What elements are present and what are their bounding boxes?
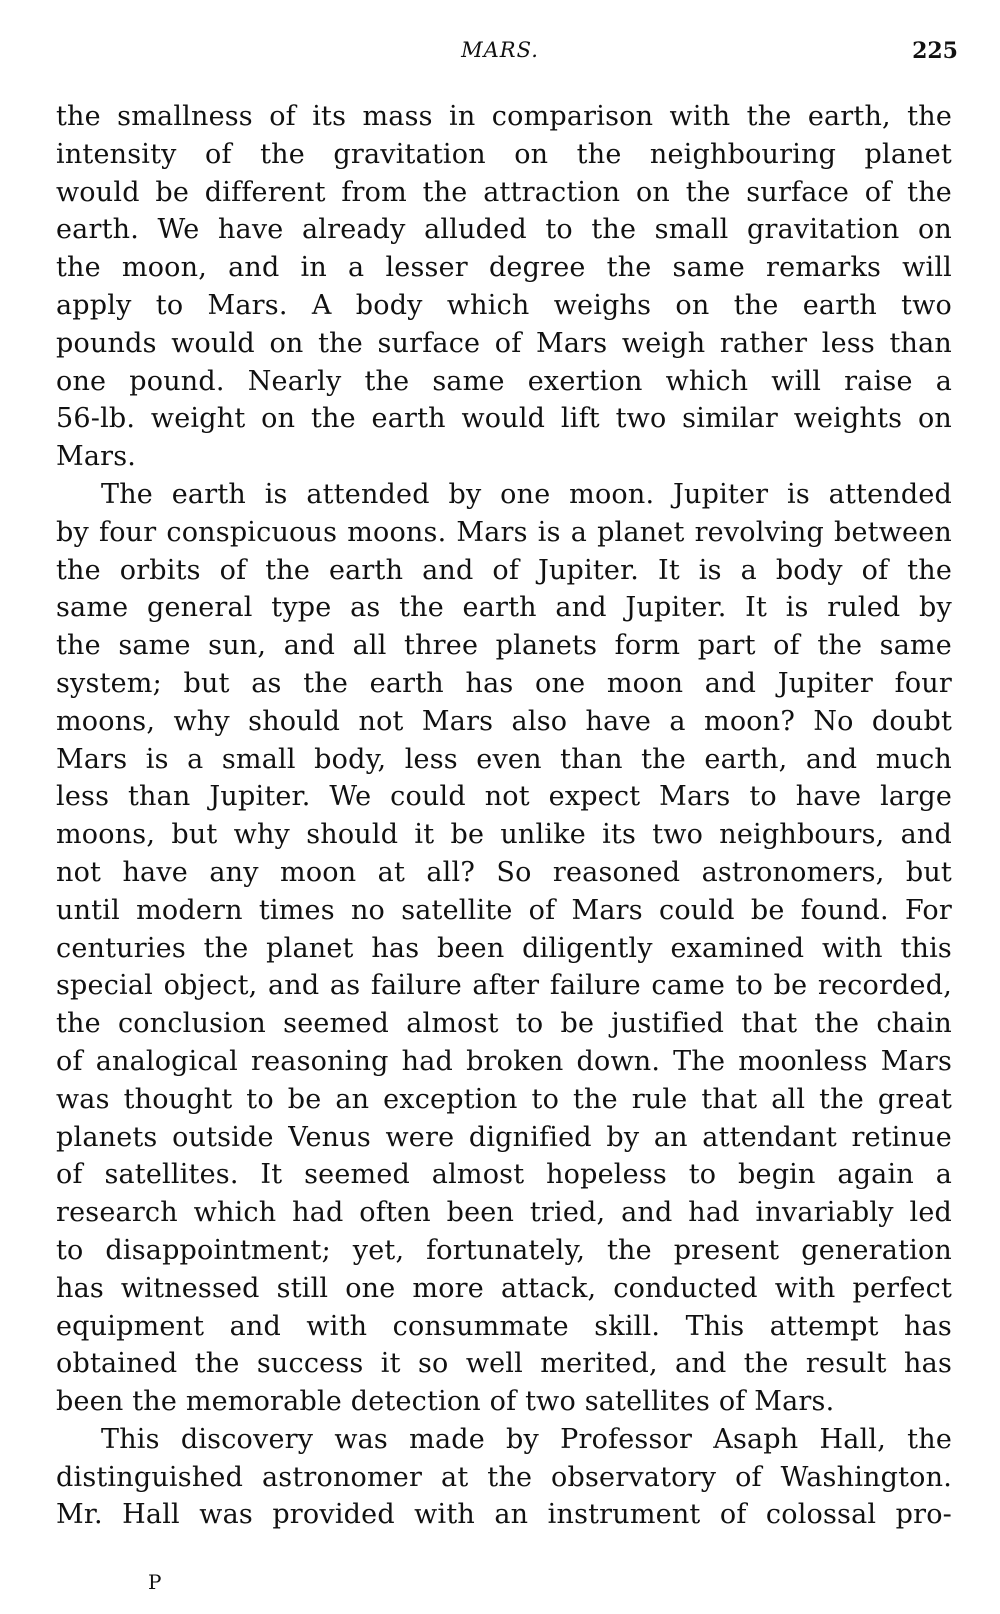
text-line: centuries the planet has been diligently examined with this	[56, 932, 952, 964]
text-line: would be different from the attraction on the surface of the	[56, 176, 952, 208]
text-line: The earth is attended by one moon. Jupiter is attended	[101, 478, 952, 510]
text-line: the moon, and in a lesser degree the same remarks will	[56, 252, 952, 284]
paragraph	[56, 476, 952, 1421]
text-line: to disappointment; yet, fortunately, the present generation	[56, 1234, 952, 1266]
text-line: 56-lb. weight on the earth would lift two similar weights on	[56, 403, 952, 435]
text-line: Mr. Hall was provided with an instrument of colossal pro-	[56, 1499, 952, 1531]
text-line: This discovery was made by Professor Asaph Hall, the	[101, 1423, 952, 1455]
text-line: moons, but why should it be unlike its two neighbours, and	[56, 819, 952, 851]
body-text	[56, 98, 952, 1534]
text-line: obtained the success it so well merited, and the result has	[56, 1348, 952, 1380]
paragraph	[56, 98, 952, 476]
text-line: pounds would on the surface of Mars weigh rather less than	[56, 327, 952, 359]
text-line: apply to Mars. A body which weighs on the earth two	[56, 289, 952, 321]
text-line: less than Jupiter. We could not expect Mars to have large	[56, 781, 952, 813]
text-line: was thought to be an exception to the rule that all the great	[56, 1083, 952, 1115]
text-line: one pound. Nearly the same exertion which will raise a	[56, 365, 952, 397]
text-line: moons, why should not Mars also have a moon? No doubt	[56, 705, 952, 737]
text-line: the conclusion seemed almost to be justified that the chain	[56, 1008, 952, 1040]
text-line: not have any moon at all? So reasoned astronomers, but	[56, 856, 952, 888]
text-line: special object, and as failure after failure came to be recorded,	[56, 970, 952, 1002]
text-line: distinguished astronomer at the observatory of Washington.	[56, 1461, 952, 1493]
text-line: system; but as the earth has one moon and Jupiter four	[56, 667, 952, 699]
text-line: has witnessed still one more attack, conducted with perfect	[56, 1272, 952, 1304]
page-number: 225	[912, 38, 958, 64]
text-line: of analogical reasoning had broken down. The moonless Mars	[56, 1045, 952, 1077]
text-line: by four conspicuous moons. Mars is a planet revolving between	[56, 516, 952, 548]
text-line: same general type as the earth and Jupiter. It is ruled by	[56, 592, 952, 624]
text-line: equipment and with consummate skill. This attempt has	[56, 1310, 952, 1342]
running-title: MARS.	[461, 38, 539, 62]
text-line: intensity of the gravitation on the neighbouring planet	[56, 138, 952, 170]
text-line: been the memorable detection of two satellites of Mars.	[56, 1386, 835, 1418]
text-line: the orbits of the earth and of Jupiter. It is a body of the	[56, 554, 952, 586]
text-line: the same sun, and all three planets form part of the same	[56, 630, 952, 662]
signature-mark: P	[148, 1570, 162, 1594]
text-line: Mars is a small body, less even than the earth, and much	[56, 743, 952, 775]
text-line: until modern times no satellite of Mars could be found. For	[56, 894, 952, 926]
text-line: the smallness of its mass in comparison with the earth, the	[56, 101, 952, 132]
text-line: planets outside Venus were dignified by an attendant retinue	[56, 1121, 952, 1153]
paragraph	[56, 1421, 952, 1534]
text-line: earth. We have already alluded to the small gravitation on	[56, 214, 952, 246]
text-line: Mars.	[56, 441, 137, 473]
text-line: research which had often been tried, and had invariably led	[56, 1197, 952, 1229]
text-line: of satellites. It seemed almost hopeless to begin again a	[56, 1159, 952, 1191]
